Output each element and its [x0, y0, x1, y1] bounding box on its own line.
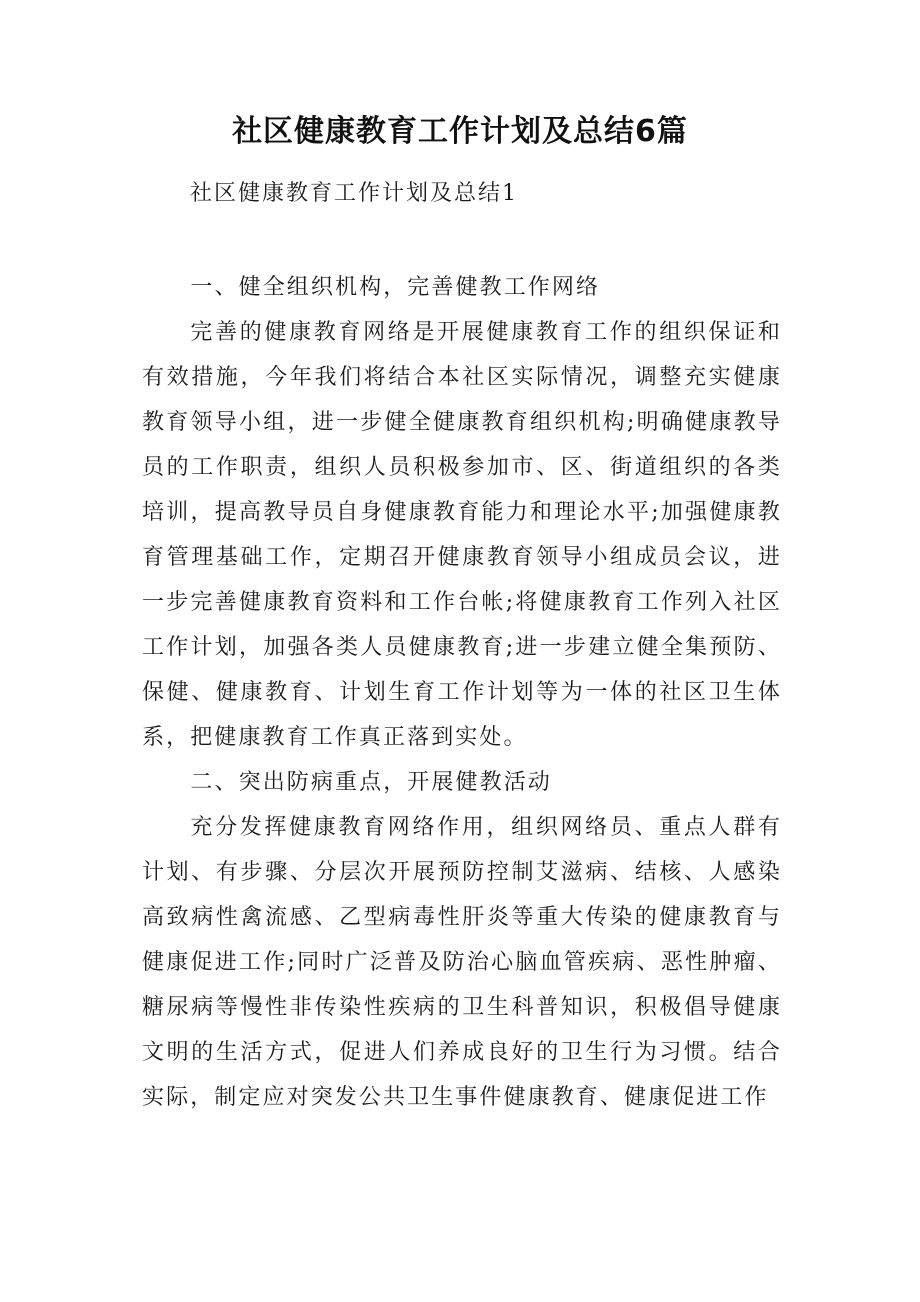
- body-paragraph-1: 完善的健康教育网络是开展健康教育工作的组织保证和有效措施，今年我们将结合本社区实际情况，调整充实健康教育领导小组，进一步健全健康教育组织机构;明确健康教导员的工作职责，组织人员积极参加市、区、街道组织的各类培训，提高教导员自身健康教育能力和理论水平;加强健康教育管理基础工作，定期召开健康教育领导小组成员会议，进一步完善健康教育资料和工作台帐;将健康教育工作列入社区工作计划，加强各类人员健康教育;进一步建立健全集预防、保健、健康教育、计划生育工作计划等为一体的社区卫生体系，把健康教育工作真正落到实处。: [142, 320, 782, 750]
- section-heading-2: 二、突出防病重点，开展健教活动: [190, 770, 552, 795]
- section-heading-1: 一、健全组织机构，完善健教工作网络: [190, 275, 601, 300]
- document-body: [142, 265, 782, 1120]
- body-paragraph-2: 充分发挥健康教育网络作用，组织网络员、重点人群有计划、有步骤、分层次开展预防控制艾滋病、结核、人感染高致病性禽流感、乙型病毒性肝炎等重大传染的健康教育与健康促进工作;同时广泛普及防治心脑血管疾病、恶性肿瘤、糖尿病等慢性非传染性疾病的卫生科普知识，积极倡导健康文明的生活方式，促进人们养成良好的卫生行为习惯。结合实际，制定应对突发公共卫生事件健康教育、健康促进工作: [142, 815, 782, 1110]
- document-subtitle: 社区健康教育工作计划及总结1: [190, 181, 518, 206]
- document-title: 社区健康教育工作计划及总结6篇: [232, 114, 688, 149]
